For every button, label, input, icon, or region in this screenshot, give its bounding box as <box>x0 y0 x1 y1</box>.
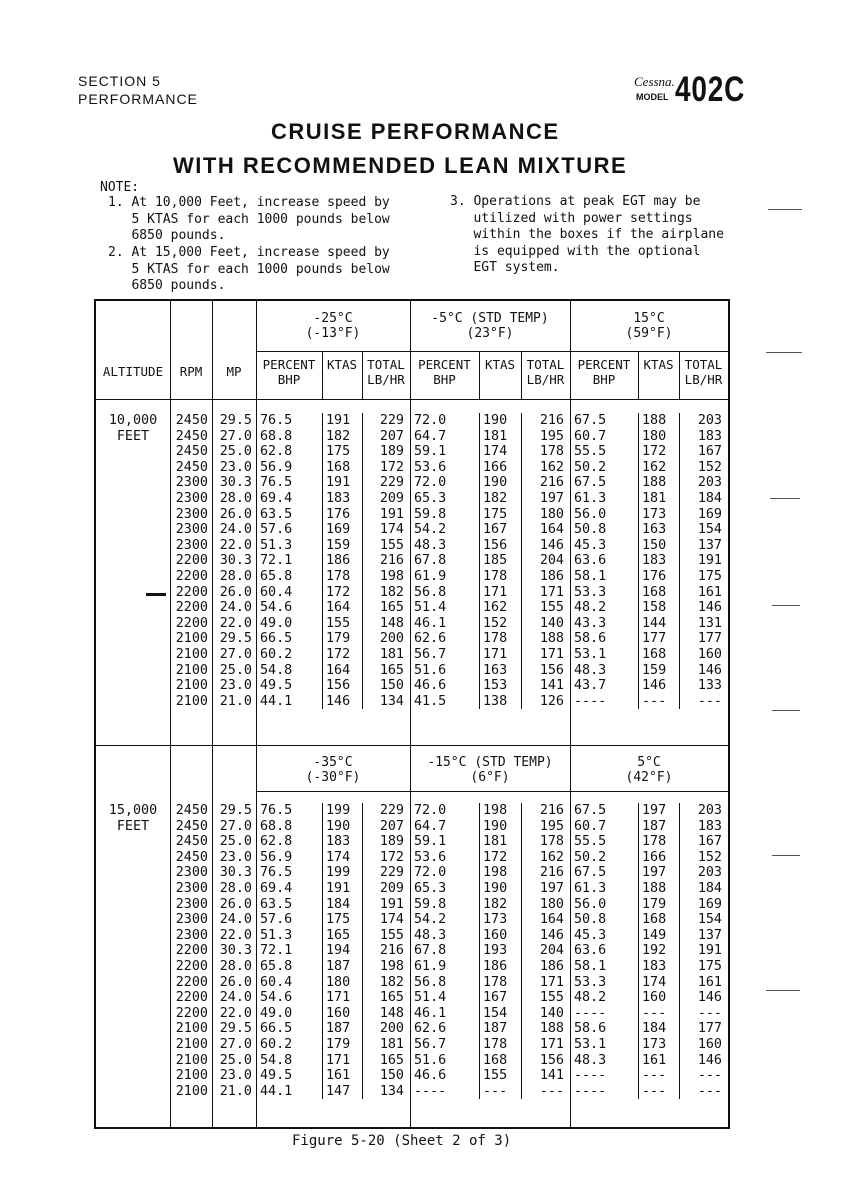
ktas-column: 190 181 174 166 190 182 175 167 156 185 178 171 162 152 178 171 163 153 138 <box>483 413 508 709</box>
total-lb-hr-column: 203 183 167 152 203 184 169 154 137 191 175 161 146 --- 177 160 146 --- --- <box>697 803 722 1099</box>
table-rule <box>521 803 522 1099</box>
margin-mark <box>772 855 800 856</box>
header-ktas: KTAS <box>643 357 674 372</box>
header-percent-bhp: PERCENT BHP <box>418 357 471 387</box>
table-rule <box>322 413 323 709</box>
percent-bhp-column: 76.5 68.8 62.8 56.9 76.5 69.4 63.5 57.6 51.3 72.1 65.8 60.4 54.6 49.0 66.5 60.2 54.8 49.5 44.1 <box>260 803 293 1099</box>
rpm-column: 2450 2450 2450 2450 2300 2300 2300 2300 2300 2200 2200 2200 2200 2200 2100 2100 2100 2100 2100 <box>175 803 208 1099</box>
note-item-1: 1. At 10,000 Feet, increase speed by 5 KTAS for each 1000 pounds below 6850 pounds. <box>108 195 390 244</box>
page-title: CRUISE PERFORMANCE <box>271 119 560 144</box>
temperature-header: -25°C (-13°F) <box>305 311 361 341</box>
model-number: 402C <box>675 70 746 109</box>
altitude-cell: 10,000 FEET <box>108 413 158 444</box>
page-subtitle: WITH RECOMMENDED LEAN MIXTURE <box>173 153 628 178</box>
note-item-3: 3. Operations at peak EGT may be utilized with power settings within the boxes if the airplane is equipped with the optional EGT system. <box>450 194 724 276</box>
ktas-column: 191 182 175 168 191 183 176 169 159 186 178 172 164 155 179 172 164 156 146 <box>326 413 351 709</box>
table-rule <box>521 413 522 709</box>
total-lb-hr-column: 216 195 178 162 216 197 180 164 146 204 186 171 155 140 188 171 156 141 --- <box>539 803 564 1099</box>
table-rule <box>96 399 728 400</box>
note-heading: NOTE: <box>100 180 140 195</box>
margin-mark <box>772 605 800 606</box>
temperature-header: -35°C (-30°F) <box>305 755 361 785</box>
table-rule <box>521 351 522 399</box>
mp-column: 29.5 27.0 25.0 23.0 30.3 28.0 26.0 24.0 22.0 30.3 28.0 26.0 24.0 22.0 29.5 27.0 25.0 23.0 21.0 <box>219 413 252 709</box>
total-lb-hr-column: 229 207 189 172 229 209 191 174 155 216 198 182 165 148 200 181 165 150 134 <box>379 803 404 1099</box>
table-rule <box>679 803 680 1099</box>
margin-mark <box>766 352 802 353</box>
table-rule <box>322 351 323 399</box>
header-ktas: KTAS <box>326 357 358 372</box>
table-rule <box>570 301 571 1127</box>
percent-bhp-column: 76.5 68.8 62.8 56.9 76.5 69.4 63.5 57.6 51.3 72.1 65.8 60.4 54.6 49.0 66.5 60.2 54.8 49.5 44.1 <box>260 413 293 709</box>
rpm-column: 2450 2450 2450 2450 2300 2300 2300 2300 2300 2200 2200 2200 2200 2200 2100 2100 2100 2100 2100 <box>175 413 208 709</box>
ktas-column: 198 190 181 172 198 190 182 173 160 193 186 178 167 154 187 178 168 155 --- <box>483 803 508 1099</box>
table-rule <box>256 351 728 352</box>
header-rpm: RPM <box>179 364 203 379</box>
subsection-label: PERFORMANCE <box>78 91 198 107</box>
percent-bhp-column: 67.5 60.7 55.5 50.2 67.5 61.3 56.0 50.8 45.3 63.6 58.1 53.3 48.2 ---- 58.6 53.1 48.3 ---- ---- <box>574 803 607 1099</box>
temperature-header: -5°C (STD TEMP) (23°F) <box>431 311 549 341</box>
table-rule <box>638 803 639 1099</box>
temperature-header: 15°C (59°F) <box>625 311 673 341</box>
table-rule <box>410 301 411 1127</box>
margin-mark <box>770 498 800 499</box>
header-percent-bhp: PERCENT BHP <box>577 357 631 387</box>
table-rule <box>479 803 480 1099</box>
table-rule <box>256 791 728 792</box>
temperature-header: 5°C (42°F) <box>625 755 673 785</box>
header-mp: MP <box>226 364 242 379</box>
header-ktas: KTAS <box>484 357 516 372</box>
table-rule <box>362 803 363 1099</box>
table-rule <box>638 351 639 399</box>
table-rule <box>679 413 680 709</box>
altitude-cell: 15,000 FEET <box>108 803 158 834</box>
figure-caption: Figure 5-20 (Sheet 2 of 3) <box>292 1133 512 1149</box>
cruise-performance-table <box>94 299 730 1129</box>
header-altitude: ALTITUDE <box>102 364 164 379</box>
ktas-column: 199 190 183 174 199 191 184 175 165 194 187 180 171 160 187 179 171 161 147 <box>326 803 351 1099</box>
header-total-lb-hr: TOTAL LB/HR <box>526 357 565 387</box>
margin-mark <box>772 710 800 711</box>
ktas-column: 188 180 172 162 188 181 173 163 150 183 176 168 158 144 177 168 159 146 --- <box>642 413 667 709</box>
table-rule <box>362 413 363 709</box>
section-label: SECTION 5 <box>78 73 161 89</box>
model-word: MODEL <box>636 92 669 102</box>
table-rule <box>256 301 257 1127</box>
margin-mark <box>768 209 802 210</box>
table-rule <box>96 745 728 746</box>
header-total-lb-hr: TOTAL LB/HR <box>367 357 405 387</box>
header-total-lb-hr: TOTAL LB/HR <box>684 357 723 387</box>
table-rule <box>679 351 680 399</box>
ktas-column: 197 187 178 166 197 188 179 168 149 192 183 174 160 --- 184 173 161 --- --- <box>642 803 667 1099</box>
total-lb-hr-column: 203 183 167 152 203 184 169 154 137 191 175 161 146 131 177 160 146 133 --- <box>697 413 722 709</box>
total-lb-hr-column: 216 195 178 162 216 197 180 164 146 204 186 171 155 140 188 171 156 141 126 <box>539 413 564 709</box>
header-percent-bhp: PERCENT BHP <box>262 357 316 387</box>
temperature-header: -15°C (STD TEMP) (6°F) <box>427 755 553 785</box>
note-item-2: 2. At 15,000 Feet, increase speed by 5 KTAS for each 1000 pounds below 6850 pounds. <box>108 245 390 294</box>
mp-column: 29.5 27.0 25.0 23.0 30.3 28.0 26.0 24.0 22.0 30.3 28.0 26.0 24.0 22.0 29.5 27.0 25.0 23.0 21.0 <box>219 803 252 1099</box>
percent-bhp-column: 72.0 64.7 59.1 53.6 72.0 65.3 59.8 54.2 48.3 67.8 61.9 56.8 51.4 46.1 62.6 56.7 51.6 46.6 41.5 <box>414 413 447 709</box>
margin-arrow <box>146 593 166 596</box>
percent-bhp-column: 67.5 60.7 55.5 50.2 67.5 61.3 56.0 50.8 45.3 63.6 58.1 53.3 48.2 43.3 58.6 53.1 48.3 43.7 ---- <box>574 413 607 709</box>
table-rule <box>638 413 639 709</box>
brand-logo: Cessna. <box>634 74 675 89</box>
table-rule <box>322 803 323 1099</box>
table-rule <box>479 413 480 709</box>
table-rule <box>362 351 363 399</box>
margin-mark <box>766 990 800 991</box>
total-lb-hr-column: 229 207 189 172 229 209 191 174 155 216 198 182 165 148 200 181 165 150 134 <box>379 413 404 709</box>
percent-bhp-column: 72.0 64.7 59.1 53.6 72.0 65.3 59.8 54.2 48.3 67.8 61.9 56.8 51.4 46.1 62.6 56.7 51.6 46.6 ---- <box>414 803 447 1099</box>
table-rule <box>479 351 480 399</box>
